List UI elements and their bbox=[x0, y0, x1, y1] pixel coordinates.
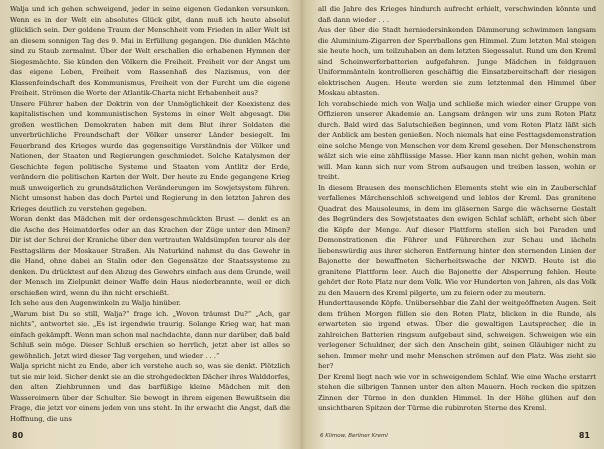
paragraph: Aus der über die Stadt herniedersinkenden Dämmerung schwimmen langsam die Aluminium-Zigarren der Sperrballons gen Himmel. Zum letzten Mal steigen sie heute hoch, um teilzuhaben an dem letzten Siegessalut. Rund um den Kreml sind Scheinwerferbatterien aufgefahren. Junge Mädchen in feldgrauen Uniformmänteln kontrollieren geschäftig die Einsatzbereitschaft der riesigen elektrischen Augen. Heute werden sie zum letztenmal den Himmel über Moskau abtasten. bbox=[318, 26, 596, 97]
paragraph: all die Jahre des Krieges hindurch aufrecht erhielt, verschwinden könnte und daß dann wieder . . . bbox=[318, 5, 596, 24]
right-page bbox=[302, 0, 604, 449]
paragraph: In diesem Brausen des menschlichen Elements steht wie ein in Zauberschlaf verfallenes Märchenschloß schweigend und leblos der Kreml. Das granitene Quadrat des Mausoleums, in dem im gläsernen Sarge die wächserne Gestalt des Begründers des Sowjetstaates den ewigen Schlaf schläft, erhebt sich über die Köpfe der Menge. Auf dieser Plattform stellen sich bei Paraden und Demonstrationen die Führer und Führerchen zur Schau und lächeln liebenswürdig aus ihrer sicheren Entfernung hinter den sternenden Linien der Bajonette der bewaffneten Sicherheitswache der NKWD. Heute ist die granitene Plattform leer. Auch die Bajonette der Absperrung fehlen. Heute gehört der Rote Platz nur dem Volk. Wie vor Hunderten von Jahren, als das Volk zu den Mauern des Kreml pilgerte, um zu feiern oder zu meutern. bbox=[318, 183, 596, 297]
paragraph: Ich sehe aus den Augenwinkeln zu Walja hinüber. bbox=[10, 299, 181, 307]
paragraph: Walja spricht nicht zu Ende, aber ich verstehe auch so, was sie denkt. Plötzlich tut sie mir leid. Sicher denkt sie an die strohgedeckten Dächer ihres Walddorfes, den alten Ziehbrunnen und das barfüßige kleine Mädchen mit den Wassereimern über der Schulter. Sie bewegt in ihrem eigenen Bewußtsein die Frage, die jetzt vor einem jeden von uns steht. In ihr erwacht die Angst, daß die Hoffnung, die uns bbox=[10, 362, 290, 423]
paragraph: Walja und ich gehen schweigend, jeder in seine eigenen Gedanken versunken. Wenn es in der Welt ein absolutes Glück gibt, dann muß ich heute absolut glücklich sein. Der goldene Traum der Menschheit vom Frieden in aller Welt ist an diesem sonnigen Tag des 9. Mai in Erfüllung gegangen. Die dunklen Mächte sind zu Staub zermalmt. Über der Welt erschallen die erhabenen Hymnen der Siegesmächte. Sie künden den Völkern die Freiheit. Freiheit vor der Angst um das eigene Leben, Freiheit vom Rassenhaß des Nazismus, von der Klassenfeindschaft des Kommunismus, Freiheit von der Furcht um die eigene Freiheit. Strömen die Worte der Atlantik-Charta nicht Erhabenheit aus? bbox=[10, 5, 290, 97]
paragraph: Woran denkt das Mädchen mit der ordensgeschmückten Brust — denkt es an die Asche des Heimatdorfes oder an das Krachen der Züge unter den Minen? Dir ist der Schrei der Kraniche über den vertrauten Waldsümpfen teurer als der Festtagslärm der Moskauer Straßen. Als Naturkind nahmst du das Gewehr in die Hand, ohne dabei an Stalin oder den Gegensätze der Staatssysteme zu denken. Du drücktest auf den Abzug des Gewehrs einfach aus dem Grunde, weil der Mensch im Zielpunkt deiner Waffe dein Haus niederbrannte, weil er dich erschießen wird, wenn du ihn nicht erschießt. bbox=[10, 215, 290, 297]
paragraph: Der Kreml liegt nach wie vor in schweigendem Schlaf. Wie eine Wache erstarrt stehen die silbrigen Tannen unter den alten Mauern. Hoch recken die spitzen Zinnen der Türme in den dunklen Himmel. In der Höhe glühen auf den unsichtbaren Spitzen der Türme die rubinroten Sterne des Kreml. bbox=[318, 372, 596, 412]
right-page-body bbox=[318, 4, 596, 414]
paragraph: Unsere Führer haben der Doktrin von der Unmöglichkeit der Koexistenz des kapitalistischen und kommunistischen Systems in einer Welt abgesagt. Die großen westlichen Demokraten haben mit dem Blut ihrer Soldaten die unverbrüchliche Freundschaft der Völker unserer Länder besiegelt. Im Feuerbrand des Krieges wurde das gegenseitige Verständnis der Völker und Nationen, der Staaten und Regierungen geschmiedet. Solche Katalysmen der Geschichte fegen politische Systeme und Staaten vom Antlitz der Erde, verändern die politischen Karten der Welt. Der heute zu Ende gegangene Krieg muß unweigerlich zu grundsätzlichen Veränderungen im Sowjetsystem führen. Nicht umsonst haben das doch Partei und Regierung in den letzten Jahren des Krieges deutlich zu verstehen gegeben. bbox=[10, 99, 290, 213]
paragraph: Ich vorabschiede mich von Walja und schließe mich wieder einer Gruppe von Offizieren unserer Akademie an. Langsam drängen wir uns zum Roten Platz durch. Bald wird das Salutschießen beginnen, und vom Roten Platz läßt sich der Anblick am besten genießen. Noch niemals hat eine Festtagsdemonstration eine solche Menge von Menschen vor dem Kreml gesehen. Der Menschenstrom wälzt sich wie eine zähflüssige Masse. Hier kann man nicht gehen, wohin man will. Man kann sich nur vom Strom aufsaugen und treiben lassen, wohin er treibt. bbox=[318, 99, 596, 181]
paragraph: Hunderttausende Köpfe. Unübersehbar die Zahl der weitgeöffneten Augen. Seit dem frühen Morgen füllen sie den Roten Platz, blicken in die Runde, als erwarteten sie irgend etwas. Über die gewaltigen Lautsprecher, die in zahlreichen Batterien ringsum aufgebaut sind, schweigen. Schweigen wie ein verlegener Schuldner, der sich den Anschein gibt, seinen Gläubiger nicht zu sehen. Immer mehr und mehr Menschen strömen auf den Platz. Was zieht sie her? bbox=[318, 299, 596, 370]
page-number-right: 81 bbox=[578, 431, 590, 440]
paragraph: „Warum bist Du so still, Walja?“ frage ich. „Wovon träumst Du?“ „Ach, gar nichts“, antwortet sie. „Es ist irgendwie traurig. Solange Krieg war, hat man einfach gekämpft. Wenn man schon mal nachdachte, dann nur darüber, daß bald Schluß sein möge. Dieser Schluß erschien so herrlich, jetzt aber ist alles so gewöhnlich. Jetzt wird dieser Tag vergehen, und wieder . . .“ bbox=[10, 309, 290, 360]
footer-note: 6 Klimow, Berliner Kreml bbox=[320, 433, 388, 439]
left-page-body bbox=[10, 4, 290, 424]
page-number-left: 80 bbox=[12, 431, 24, 440]
